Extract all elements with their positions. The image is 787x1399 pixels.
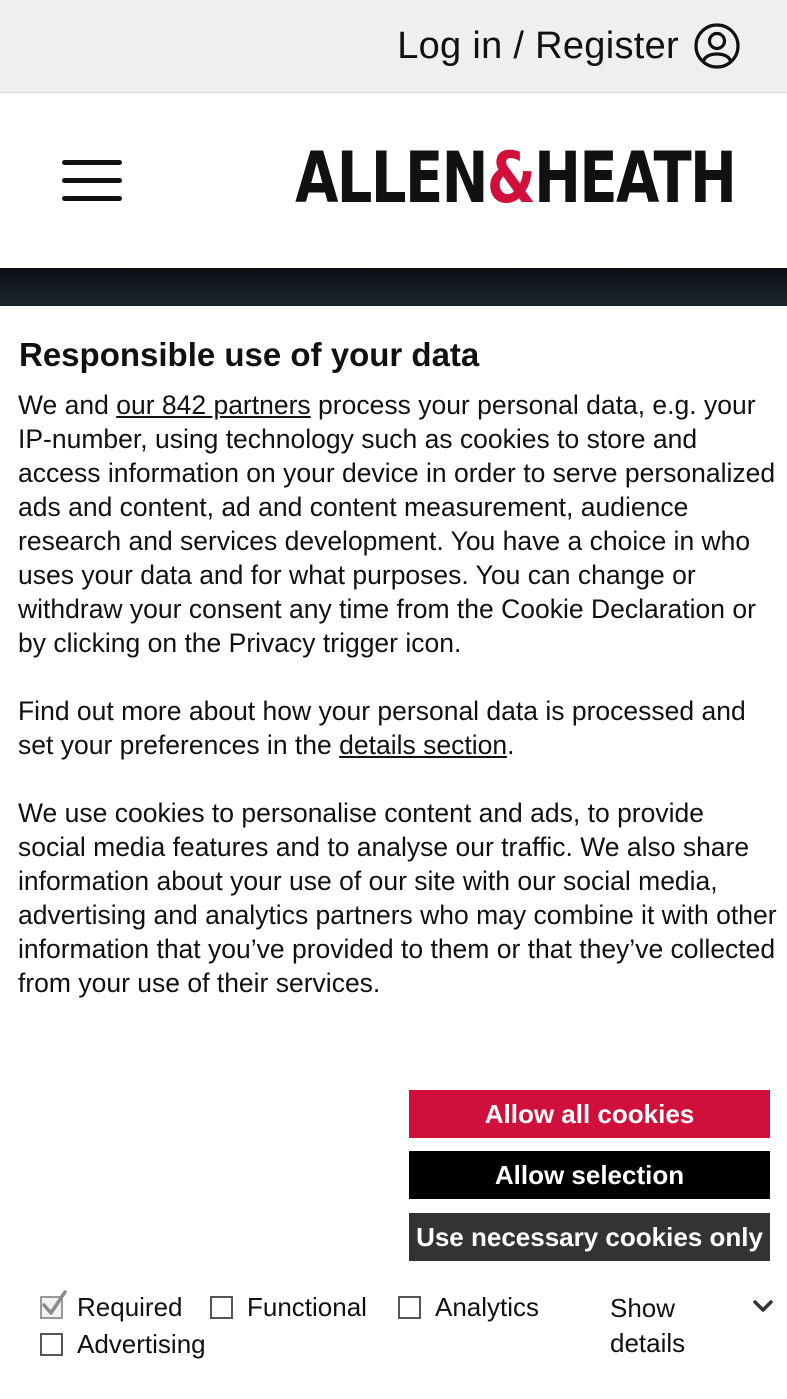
required-label: Required bbox=[77, 1292, 183, 1322]
logo-text-allen: ALLEN bbox=[294, 137, 487, 219]
logo-text-heath: HEATH bbox=[533, 137, 735, 219]
p2-text-after: . bbox=[507, 730, 515, 760]
top-bar bbox=[0, 0, 787, 93]
show-details-link[interactable]: Show details bbox=[610, 1293, 686, 1358]
analytics-checkbox[interactable] bbox=[398, 1296, 421, 1319]
p1-text-after: process your personal data, e.g. your IP-number, using technology such as cookies to store and access information on your device in order to serve personalized ads and content, ad and content measurement, audience research and services development. You have a choice in who uses your data and for what purposes. You can change or withdraw your consent any time from the Cookie Declaration or by clicking on the Privacy trigger icon. bbox=[18, 390, 776, 658]
functional-option[interactable] bbox=[210, 1292, 367, 1323]
consent-paragraph bbox=[18, 388, 778, 660]
login-register-link[interactable] bbox=[397, 20, 741, 72]
functional-label: Functional bbox=[247, 1292, 367, 1322]
allen-heath-logo[interactable] bbox=[294, 137, 735, 219]
required-checkbox bbox=[40, 1296, 63, 1319]
hamburger-menu-icon[interactable] bbox=[62, 158, 122, 202]
necessary-cookies-only-button[interactable]: Use necessary cookies only bbox=[409, 1213, 770, 1261]
analytics-label: Analytics bbox=[435, 1292, 540, 1322]
analytics-option[interactable] bbox=[398, 1292, 539, 1323]
required-option bbox=[40, 1292, 183, 1323]
advertising-option[interactable] bbox=[40, 1329, 206, 1360]
login-register-label: Log in / Register bbox=[397, 24, 679, 67]
cookie-consent-banner bbox=[0, 306, 787, 1399]
details-paragraph bbox=[18, 694, 778, 762]
logo-ampersand: & bbox=[486, 137, 534, 219]
chevron-down-icon[interactable] bbox=[752, 1298, 774, 1319]
advertising-checkbox[interactable] bbox=[40, 1333, 63, 1356]
p2-text-before: Find out more about how your personal data is processed and set your preferences in the bbox=[18, 696, 746, 760]
advertising-label: Advertising bbox=[77, 1329, 206, 1359]
banner-body bbox=[18, 388, 778, 1034]
site-header bbox=[0, 94, 787, 268]
user-circle-icon bbox=[693, 22, 741, 70]
hero-image-strip bbox=[0, 268, 787, 306]
allow-selection-button[interactable]: Allow selection bbox=[409, 1151, 770, 1199]
details-section-link[interactable]: details section bbox=[339, 730, 508, 760]
functional-checkbox[interactable] bbox=[210, 1296, 233, 1319]
p1-text-before: We and bbox=[18, 390, 117, 420]
partners-link[interactable]: our 842 partners bbox=[116, 390, 311, 420]
banner-title: Responsible use of your data bbox=[19, 336, 480, 373]
allow-all-cookies-button[interactable]: Allow all cookies bbox=[409, 1090, 770, 1138]
cookie-usage-paragraph: We use cookies to personalise content and ads, to provide social media features and to analyse our traffic. We also share information about your use of our site with our social media, advertising and analytics partners who may combine it with other information that you’ve provided to them or that they’ve collected from your use of their services. bbox=[18, 798, 777, 998]
